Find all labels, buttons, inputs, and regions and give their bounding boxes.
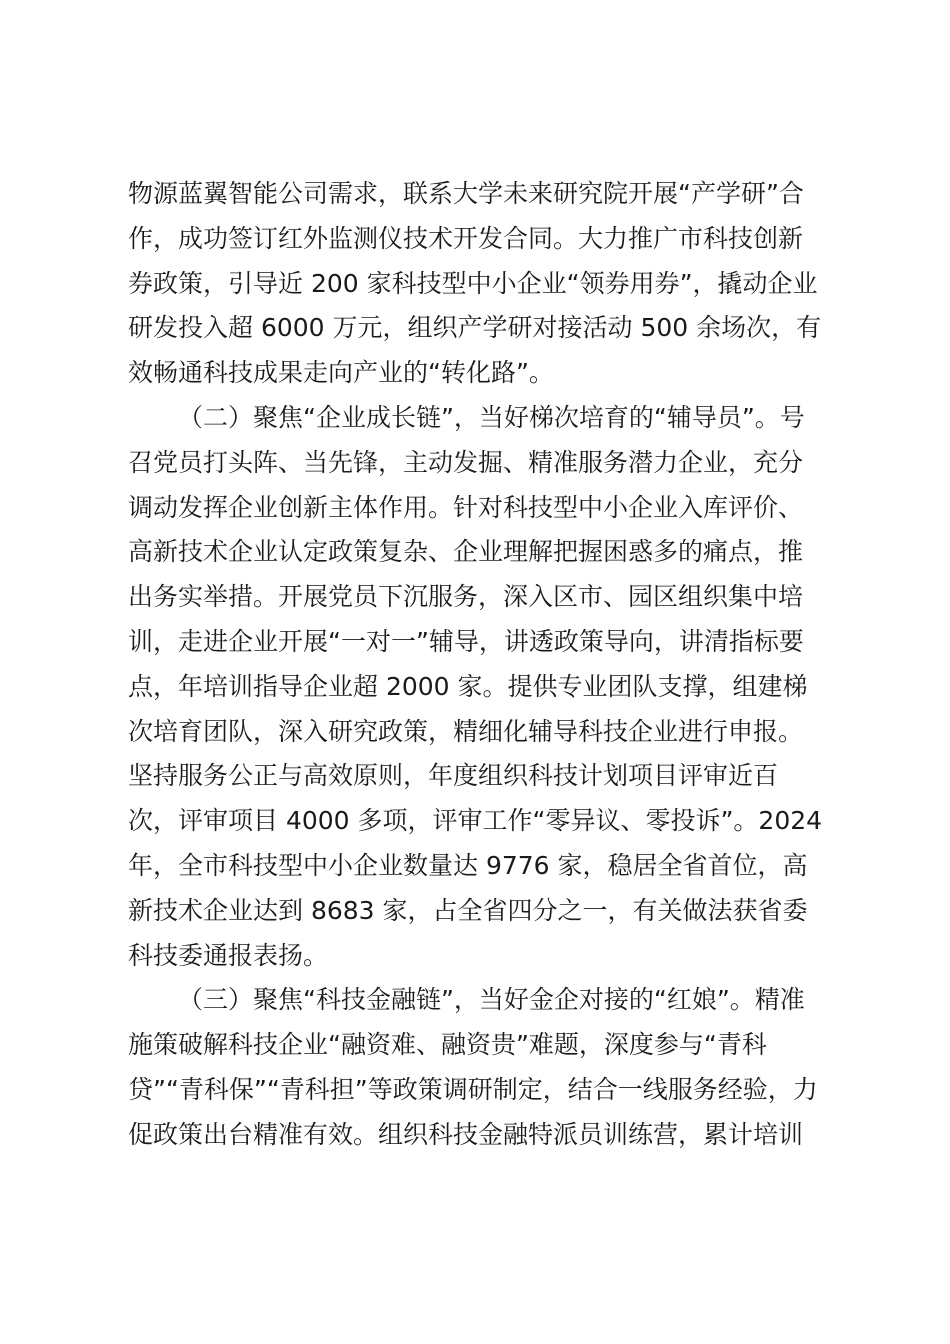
text-line: 训，走进企业开展“一对一”辅导，讲透政策导向，讲清指标要 <box>128 626 804 656</box>
text-line: 召党员打头阵、当先锋，主动发掘、精准服务潜力企业，充分 <box>128 447 804 477</box>
text-line: 次培育团队，深入研究政策，精细化辅导科技企业进行申报。 <box>128 716 804 746</box>
text-line: 出务实举措。开展党员下沉服务，深入区市、园区组织集中培 <box>128 582 804 612</box>
text-line: 贷”“青科保”“青科担”等政策调研制定，结合一线服务经验，力 <box>128 1074 818 1104</box>
text-line: 促政策出台精准有效。组织科技金融特派员训练营，累计培训 <box>128 1119 804 1149</box>
section-heading-line: （三）聚焦“科技金融链”，当好金企对接的“红娘”。精准 <box>178 985 805 1015</box>
text-line: 科技委通报表扬。 <box>128 940 329 970</box>
text-line: 作，成功签订红外监测仪技术开发合同。大力推广市科技创新 <box>128 223 804 253</box>
text-line: 施策破解科技企业“融资难、融资贵”难题，深度参与“青科 <box>128 1030 767 1060</box>
text-line: 年，全市科技型中小企业数量达 9776 家，稳居全省首位，高 <box>128 850 808 880</box>
text-line: 券政策，引导近 200 家科技型中小企业“领券用券”，撬动企业 <box>128 268 818 298</box>
section-heading-line: （二）聚焦“企业成长链”，当好梯次培育的“辅导员”。号 <box>178 402 805 432</box>
text-line: 物源蓝翼智能公司需求，联系大学未来研究院开展“产学研”合 <box>128 179 804 208</box>
text-line: 调动发挥企业创新主体作用。针对科技型中小企业入库评价、 <box>128 492 804 522</box>
text-line: 点，年培训指导企业超 2000 家。提供专业团队支撑，组建梯 <box>128 671 808 701</box>
body-text <box>128 172 848 1158</box>
text-line: 高新技术企业认定政策复杂、企业理解把握困惑多的痛点，推 <box>128 537 804 567</box>
text-line: 坚持服务公正与高效原则，年度组织科技计划项目评审近百 <box>128 761 779 791</box>
text-line: 新技术企业达到 8683 家，占全省四分之一，有关做法获省委 <box>128 895 808 925</box>
text-line: 次，评审项目 4000 多项，评审工作“零异议、零投诉”。2024 <box>128 806 823 836</box>
text-line: 效畅通科技成果走向产业的“转化路”。 <box>128 358 554 388</box>
text-line: 研发投入超 6000 万元，组织产学研对接活动 500 余场次，有 <box>128 313 822 343</box>
